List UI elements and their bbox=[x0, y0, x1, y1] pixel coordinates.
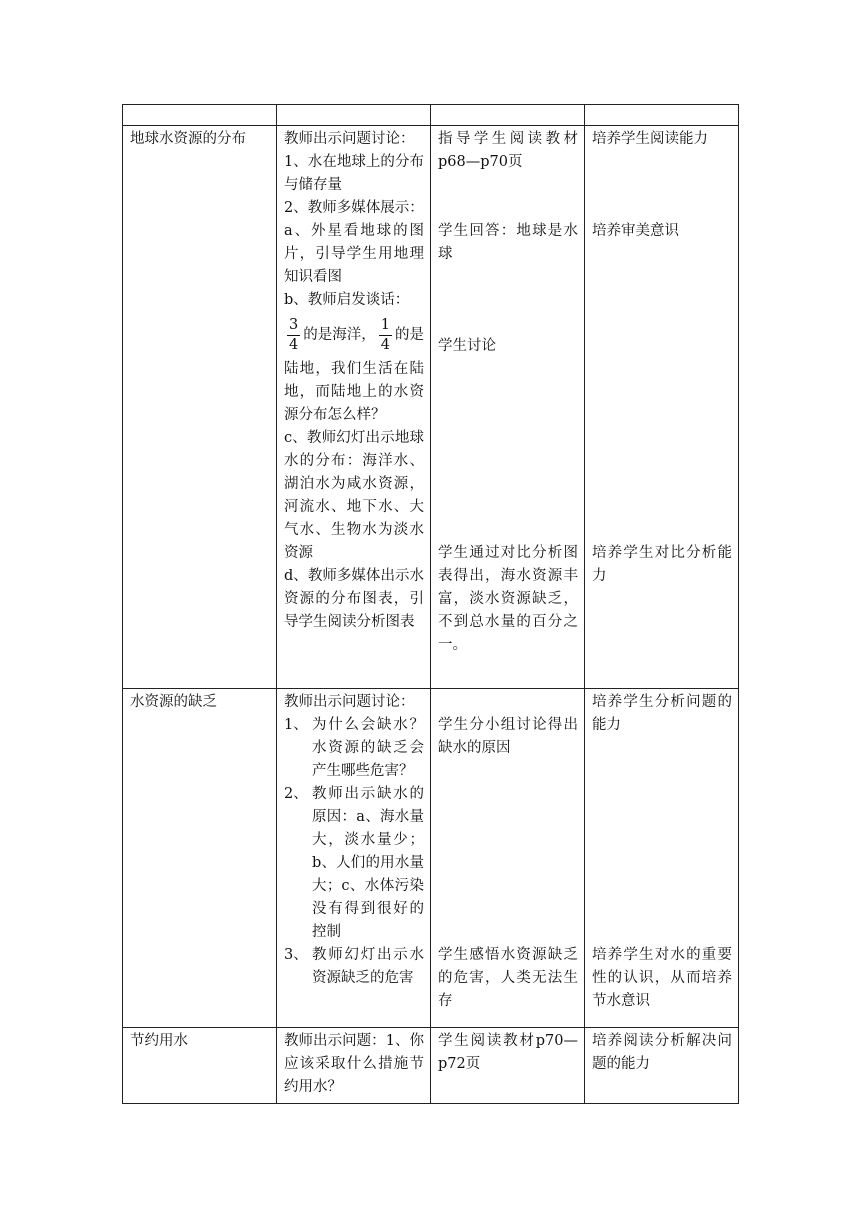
goal-item-2: 培养学生对水的重要性的认识，从而培养节水意识 bbox=[592, 947, 732, 1009]
teacher-intro: 教师出示问题讨论： bbox=[284, 694, 415, 710]
teacher-activity-cell bbox=[277, 1028, 431, 1104]
topic-cell bbox=[123, 126, 277, 689]
fraction-numerator: 1 bbox=[379, 316, 392, 336]
student-activity-cell bbox=[431, 126, 585, 689]
teacher-activity-cell bbox=[277, 126, 431, 689]
fraction-denominator: 4 bbox=[289, 336, 299, 353]
fraction-three-quarters bbox=[287, 316, 300, 355]
student-item-1: 指导学生阅读教材p68—p70页 bbox=[438, 131, 578, 170]
student-item: 学生阅读教材p70—p72页 bbox=[438, 1033, 578, 1072]
goal-item-3: 培养学生对比分析能力 bbox=[592, 545, 732, 584]
fraction-numerator: 3 bbox=[287, 316, 300, 336]
item-text: 为什么会缺水？水资源的缺乏会产生哪些危害？ bbox=[312, 717, 424, 779]
table-row-water-shortage bbox=[123, 689, 739, 1028]
spacer bbox=[592, 151, 732, 220]
fraction-denominator: 4 bbox=[380, 336, 390, 353]
item-number: 3、 bbox=[284, 947, 308, 963]
teacher-item-b: b、教师启发谈话： bbox=[284, 292, 410, 308]
teacher-intro: 教师出示问题讨论： bbox=[284, 131, 415, 147]
table-row-water-distribution bbox=[123, 126, 739, 689]
header-cell-4 bbox=[585, 105, 739, 126]
spacer bbox=[438, 691, 578, 714]
topic-text: 节约用水 bbox=[130, 1033, 188, 1049]
goal-cell bbox=[585, 1028, 739, 1104]
item-number: 1、 bbox=[284, 717, 308, 733]
header-cell-2 bbox=[277, 105, 431, 126]
header-cell-3 bbox=[431, 105, 585, 126]
goal-cell bbox=[585, 126, 739, 689]
spacer bbox=[438, 266, 578, 335]
item-text: 教师幻灯出示水资源缺乏的危害 bbox=[312, 947, 424, 986]
student-item-1: 学生分小组讨论得出缺水的原因 bbox=[438, 717, 578, 756]
goal-item-2: 培养审美意识 bbox=[592, 223, 679, 239]
fraction-text-ocean: 的是海洋， bbox=[303, 326, 376, 343]
student-item-2: 学生感悟水资源缺乏的危害，人类无法生存 bbox=[438, 947, 578, 1009]
spacer bbox=[592, 243, 732, 542]
numbered-item-2 bbox=[284, 783, 424, 944]
numbered-item-1 bbox=[284, 714, 424, 783]
fraction-one-quarter bbox=[379, 316, 392, 355]
goal-item-1: 培养学生分析问题的能力 bbox=[592, 694, 732, 733]
fraction-sentence bbox=[284, 312, 424, 358]
teacher-question: 教师出示问题：1、你应该采取什么措施节约用水？ bbox=[284, 1033, 424, 1095]
student-activity-cell bbox=[431, 689, 585, 1028]
spacer bbox=[438, 760, 578, 944]
fraction-text-land: 的是 bbox=[394, 326, 424, 343]
student-item-3: 学生讨论 bbox=[438, 338, 496, 354]
student-activity-cell bbox=[431, 1028, 585, 1104]
header-cell-1 bbox=[123, 105, 277, 126]
teacher-activity-cell bbox=[277, 689, 431, 1028]
topic-cell bbox=[123, 1028, 277, 1104]
teacher-item-a: a、外星看地球的图片，引导学生用地理知识看图 bbox=[284, 223, 424, 285]
table-row-save-water bbox=[123, 1028, 739, 1104]
student-item-4: 学生通过对比分析图表得出，海水资源丰富，淡水资源缺乏，不到总水量的百分之一。 bbox=[438, 545, 578, 653]
student-item-2: 学生回答：地球是水球 bbox=[438, 223, 578, 262]
lesson-plan-table bbox=[122, 104, 739, 1104]
item-text: 教师出示缺水的原因：a、海水量大，淡水量少；b、人们的用水量大；c、水体污染没有得到很好的控制 bbox=[312, 786, 424, 940]
teacher-item-b-cont: 陆地，我们生活在陆地，而陆地上的水资源分布怎么样？ bbox=[284, 361, 424, 423]
table-header-row bbox=[123, 105, 739, 126]
teacher-item-2: 2、教师多媒体展示： bbox=[284, 200, 424, 216]
item-number: 2、 bbox=[284, 786, 308, 802]
goal-cell bbox=[585, 689, 739, 1028]
numbered-item-3 bbox=[284, 944, 424, 990]
topic-text: 地球水资源的分布 bbox=[130, 131, 246, 147]
goal-item-1: 培养学生阅读能力 bbox=[592, 131, 708, 147]
spacer bbox=[438, 174, 578, 220]
teacher-item-1: 1、水在地球上的分布与储存量 bbox=[284, 154, 424, 193]
spacer bbox=[438, 358, 578, 542]
teacher-item-d: d、教师多媒体出示水资源的分布图表，引导学生阅读分析图表 bbox=[284, 568, 424, 630]
topic-cell bbox=[123, 689, 277, 1028]
spacer bbox=[592, 737, 732, 944]
topic-text: 水资源的缺乏 bbox=[130, 694, 217, 710]
goal-item: 培养阅读分析解决问题的能力 bbox=[592, 1033, 732, 1072]
teacher-item-c: c、教师幻灯出示地球水的分布：海洋水、湖泊水为咸水资源，河流水、地下水、大气水、生物水为淡水资源 bbox=[284, 430, 424, 561]
